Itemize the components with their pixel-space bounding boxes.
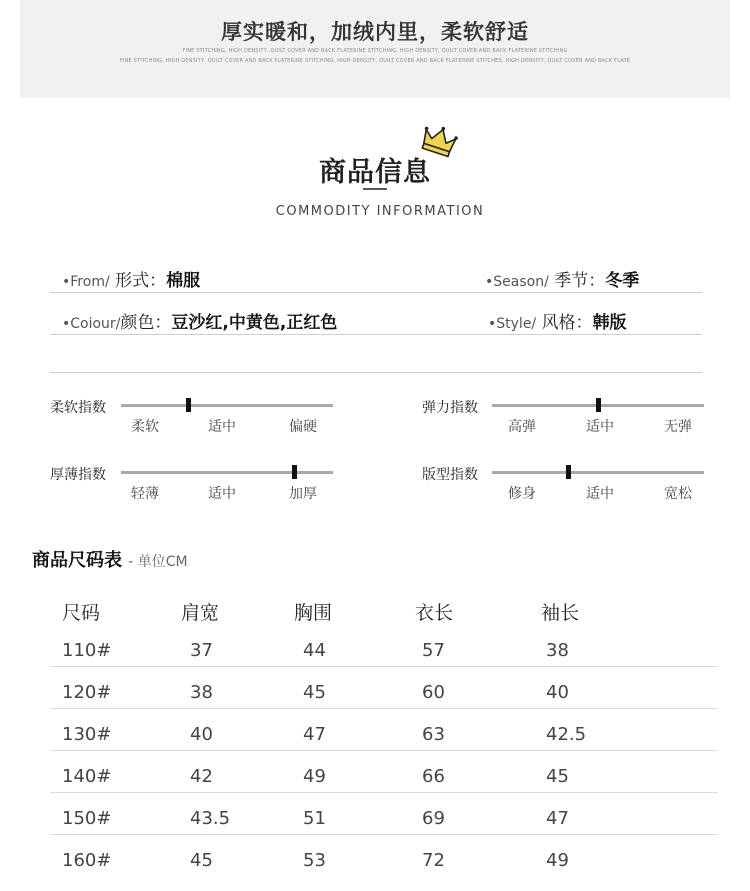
cell-length: 66	[422, 766, 445, 787]
cell-shoulder: 40	[190, 724, 213, 745]
index-label-elasticity: 弹力指数	[422, 400, 478, 416]
size-table-title	[32, 546, 188, 572]
table-header-size: 尺码	[62, 602, 101, 624]
info-season: •Season/ 季节：冬季	[485, 271, 640, 291]
banner-subtitle-line-1: FINE STITCHING, HIGH DENSITY, QUILT COVER AND BACK FLATERINE STITCHING, HIGH DENSITY, QUILT COVER AND BACK FLATERINE STITCHING	[182, 48, 568, 54]
table-row-divider	[50, 834, 718, 835]
cell-size: 140#	[62, 766, 112, 787]
table-header-shoulder: 肩宽	[181, 602, 220, 624]
info-colour-lead: Coiour/	[70, 316, 121, 332]
cell-length: 60	[422, 682, 445, 703]
index-marker-fit	[566, 465, 571, 479]
index-track-softness	[121, 404, 333, 407]
cell-chest: 44	[303, 640, 326, 661]
index-option: 适中	[208, 419, 236, 435]
table-header-length: 衣长	[415, 602, 454, 624]
top-banner	[20, 0, 730, 98]
index-option: 柔软	[131, 419, 159, 435]
cell-size: 110#	[62, 640, 112, 661]
info-style-lead: Style/	[496, 316, 537, 332]
size-table-unit: - 单位CM	[128, 554, 188, 570]
cell-sleeve: 45	[546, 766, 569, 787]
index-option: 无弹	[664, 419, 692, 435]
info-divider	[50, 334, 702, 335]
table-row-divider	[50, 792, 718, 793]
info-colour-value: 豆沙红,中黄色,正红色	[171, 313, 338, 333]
cell-shoulder: 37	[190, 640, 213, 661]
cell-chest: 47	[303, 724, 326, 745]
table-row-divider	[50, 708, 718, 709]
table-header-chest: 胸围	[294, 602, 333, 624]
banner-title: 厚实暖和，加绒内里，柔软舒适	[221, 20, 529, 44]
size-table-title-text: 商品尺码表	[32, 550, 122, 571]
info-divider	[50, 292, 702, 293]
info-from-value: 棉服	[166, 271, 201, 291]
cell-shoulder: 45	[190, 850, 213, 871]
info-divider	[50, 372, 702, 373]
table-row-divider	[50, 666, 718, 667]
cell-shoulder: 38	[190, 682, 213, 703]
info-style-value: 韩版	[592, 313, 627, 333]
info-from: •From/ 形式：棉服	[62, 271, 201, 291]
index-option: 修身	[508, 486, 536, 502]
cell-sleeve: 47	[546, 808, 569, 829]
index-track-thickness	[121, 471, 333, 474]
heading-divider	[363, 188, 387, 190]
cell-chest: 49	[303, 766, 326, 787]
index-option: 适中	[208, 486, 236, 502]
cell-length: 57	[422, 640, 445, 661]
cell-size: 120#	[62, 682, 112, 703]
cell-sleeve: 49	[546, 850, 569, 871]
info-season-value: 冬季	[605, 271, 640, 291]
cell-chest: 45	[303, 682, 326, 703]
cell-sleeve: 38	[546, 640, 569, 661]
info-colour-label: 颜色：	[120, 313, 172, 333]
info-style: •Style/ 风格：韩版	[488, 313, 627, 333]
index-option: 宽松	[664, 486, 692, 502]
index-option: 轻薄	[131, 486, 159, 502]
info-colour: •Coiour/颜色：豆沙红,中黄色,正红色	[62, 313, 338, 333]
index-track-fit	[492, 471, 704, 474]
info-season-lead: Season/	[493, 274, 549, 290]
cell-sleeve: 40	[546, 682, 569, 703]
index-label-softness: 柔软指数	[50, 400, 106, 416]
cell-size: 130#	[62, 724, 112, 745]
cell-size: 160#	[62, 850, 112, 871]
section-heading: 商品信息	[319, 157, 431, 188]
index-option: 适中	[586, 419, 614, 435]
index-marker-thickness	[292, 465, 297, 479]
cell-length: 72	[422, 850, 445, 871]
info-from-lead: From/	[70, 274, 110, 290]
cell-chest: 53	[303, 850, 326, 871]
index-option: 适中	[586, 486, 614, 502]
info-from-label: 形式：	[115, 271, 167, 291]
table-row-divider	[50, 750, 718, 751]
index-option: 偏硬	[289, 419, 317, 435]
index-option: 高弹	[508, 419, 536, 435]
table-header-sleeve: 袖长	[541, 602, 580, 624]
section-heading-english: COMMODITY INFORMATION	[275, 204, 485, 219]
cell-length: 69	[422, 808, 445, 829]
info-season-label: 季节：	[554, 271, 606, 291]
index-option: 加厚	[289, 486, 317, 502]
cell-shoulder: 42	[190, 766, 213, 787]
index-label-fit: 版型指数	[422, 467, 478, 483]
index-label-thickness: 厚薄指数	[50, 467, 106, 483]
index-marker-softness	[186, 398, 191, 412]
cell-chest: 51	[303, 808, 326, 829]
cell-shoulder: 43.5	[190, 808, 231, 829]
cell-length: 63	[422, 724, 445, 745]
info-style-label: 风格：	[541, 313, 593, 333]
cell-size: 150#	[62, 808, 112, 829]
cell-sleeve: 42.5	[546, 724, 587, 745]
banner-subtitle-line-2: FINE STITCHING, HIGH DENSITY, QUILT COVER AND BACK FLATERINE STITCHING, HIGH DENSITY, QUILT COVER AND BACK FLATERINE STITCHES, HIGH DENSITY, QUILT COVER AND BACK FLATE	[119, 58, 631, 64]
index-marker-elasticity	[596, 398, 601, 412]
